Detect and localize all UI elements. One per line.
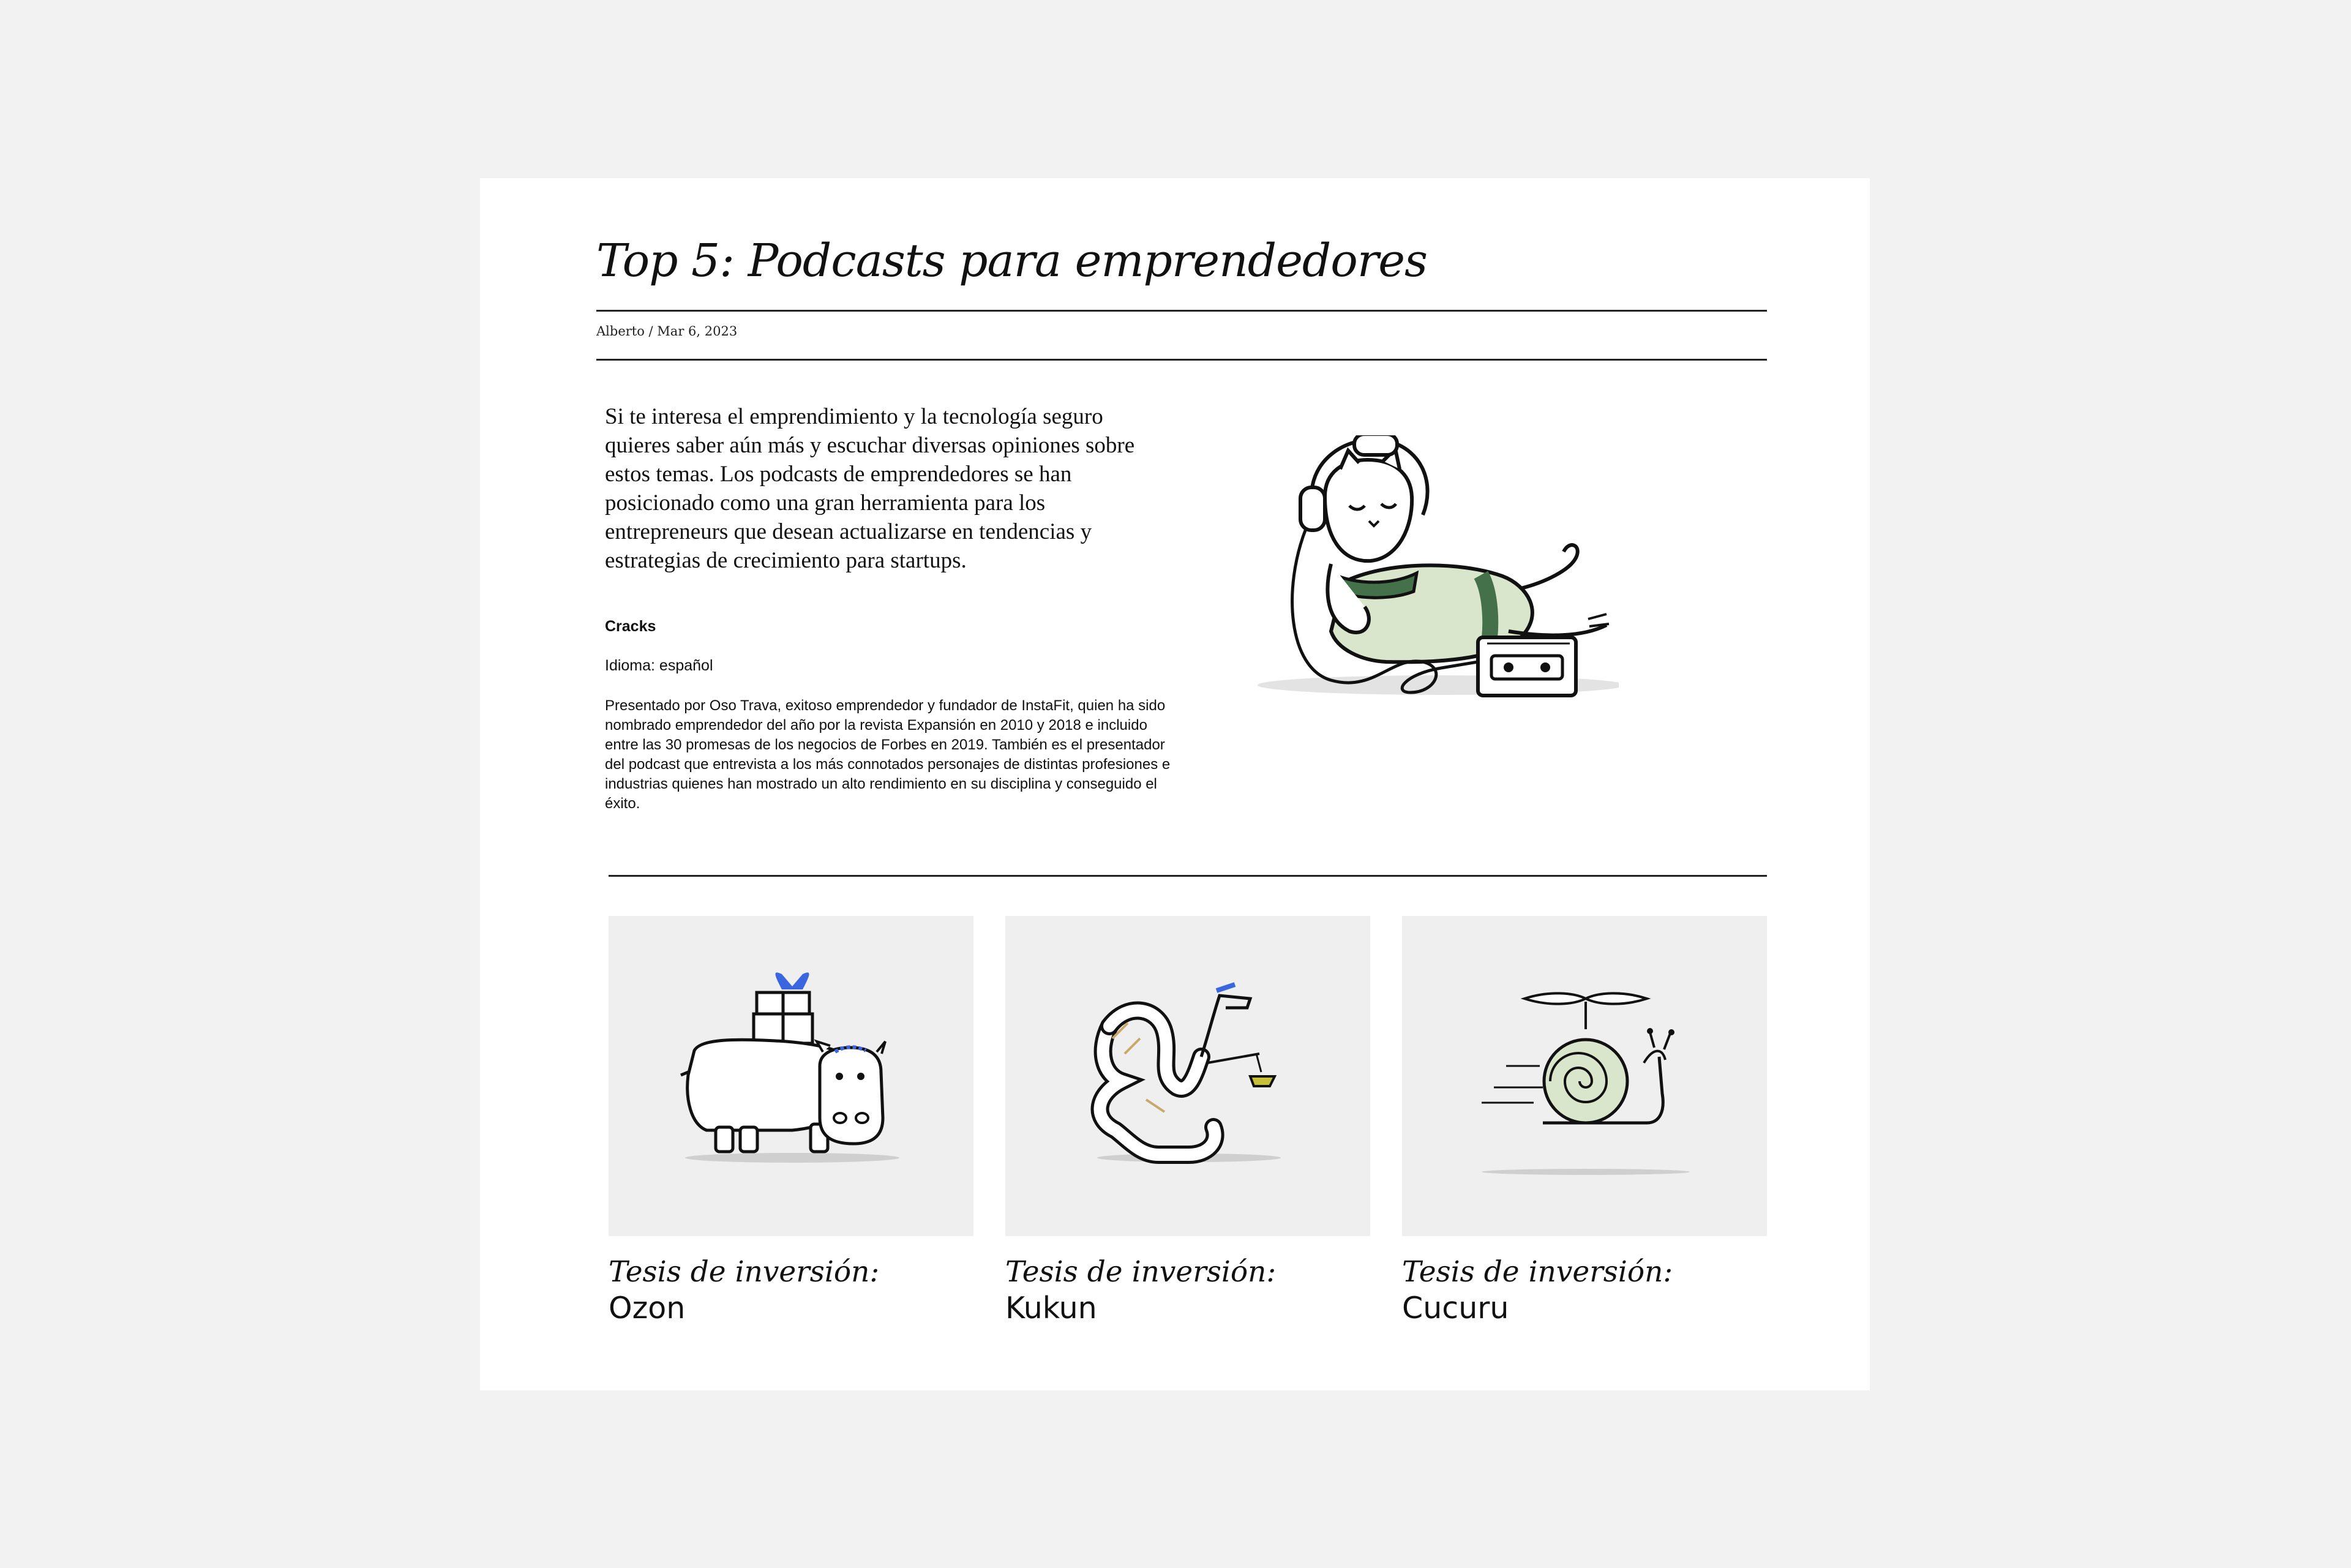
article-page <box>480 178 1870 1390</box>
article-byline: Alberto / Mar 6, 2023 <box>596 324 738 339</box>
section-divider <box>609 875 1767 877</box>
cat-listening-cassette-illustration <box>1239 435 1619 754</box>
title-divider <box>596 310 1767 312</box>
card-label[interactable]: Tesis de inversión: <box>1005 1255 1277 1289</box>
card-label[interactable]: Tesis de inversión: <box>1402 1255 1673 1289</box>
related-card-ozon[interactable] <box>609 916 973 1327</box>
dragon-snake-illustration <box>1005 916 1370 1236</box>
related-card-kukun[interactable] <box>1005 916 1370 1327</box>
podcast-language: Idioma: español <box>605 657 713 674</box>
podcast-name: Cracks <box>605 618 656 635</box>
byline-divider <box>596 359 1767 361</box>
article-intro: Si te interesa el emprendimiento y la tecnología seguro quieres saber aún más y escuchar diversas opiniones sobre estos temas. Los podcasts de emprendedores se han posicionado como una gran herramienta para los entrepreneurs que desean actualizarse en tendencias y estrategias de crecimiento para startups. <box>605 404 1135 573</box>
card-image[interactable] <box>609 916 973 1236</box>
card-image[interactable] <box>1005 916 1370 1236</box>
article-title: Top 5: Podcasts para emprendedores <box>596 234 1427 287</box>
card-name[interactable]: Kukun <box>1005 1291 1097 1326</box>
card-name[interactable]: Cucuru <box>1402 1291 1509 1326</box>
related-card-cucuru[interactable] <box>1402 916 1767 1327</box>
podcast-description: Presentado por Oso Trava, exitoso emprendedor y fundador de InstaFit, quien ha sido nombrado emprendedor del año por la revista Expansión en 2010 y 2018 e incluido entre las 30 promesas de los negocios de Forbes en 2019. También es el presentador del podcast que entrevista a los más connotados personajes de distintas profesiones e industrias quienes han mostrado un alto rendimiento en su disciplina y conseguido el éxito. <box>605 697 1171 812</box>
helicopter-snail-illustration <box>1402 916 1767 1236</box>
hippo-gift-illustration <box>609 916 973 1236</box>
card-label[interactable]: Tesis de inversión: <box>609 1255 880 1289</box>
card-name[interactable]: Ozon <box>609 1291 686 1326</box>
card-image[interactable] <box>1402 916 1767 1236</box>
